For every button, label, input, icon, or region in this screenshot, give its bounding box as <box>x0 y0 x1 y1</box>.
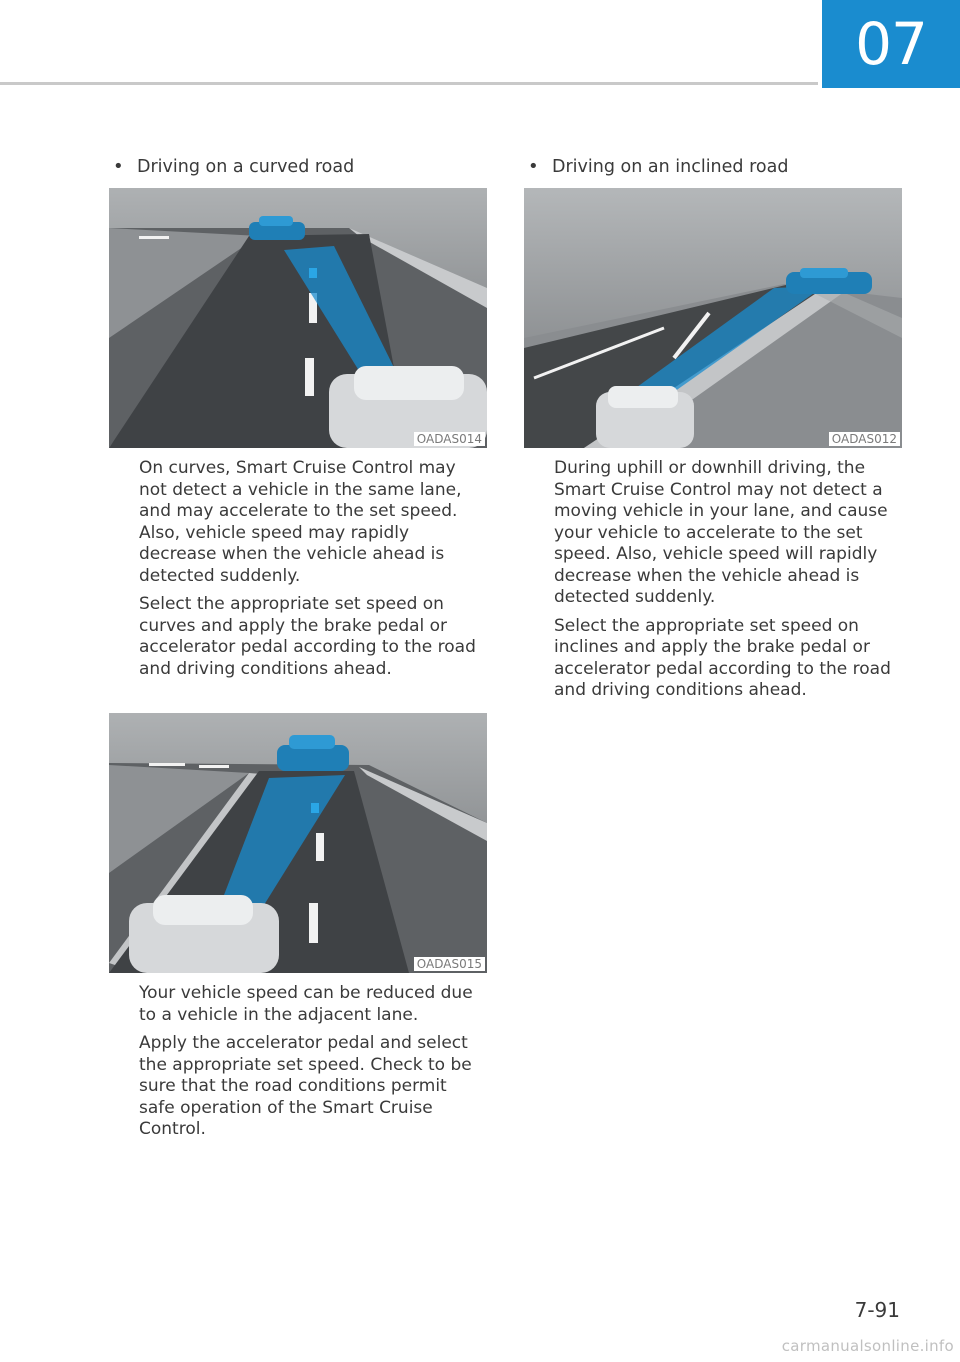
watermark: carmanualsonline.info <box>781 1337 954 1355</box>
bullet-inclined-road <box>524 156 902 188</box>
bullet-dot-icon: • <box>528 156 539 177</box>
adjacent-lane-illustration <box>109 713 487 973</box>
bullet-dot-icon: • <box>113 156 124 177</box>
own-vehicle-icon <box>596 386 694 448</box>
figure-adjacent-lane <box>109 713 487 973</box>
paragraph: On curves, Smart Cruise Control may not detect a vehicle in the same lane, and may accelerate to the set speed. Also, vehicle speed may rapidly decrease when the vehicle ahead is detected suddenly. <box>139 458 462 586</box>
paragraphs-curved-road <box>139 458 487 680</box>
figure-code: OADAS012 <box>829 432 900 446</box>
figure-curved-road <box>109 188 487 448</box>
curved-road-illustration <box>109 188 487 448</box>
page-number: 7-91 <box>854 1298 900 1322</box>
chapter-tab <box>822 0 960 88</box>
header-rule <box>0 82 818 85</box>
bullet-text: Driving on an inclined road <box>552 157 789 177</box>
figure-code: OADAS015 <box>414 957 485 971</box>
figure-code: OADAS014 <box>414 432 485 446</box>
inclined-road-illustration <box>524 188 902 448</box>
paragraphs-adjacent-lane <box>139 983 487 1141</box>
bullet-text: Driving on a curved road <box>137 157 355 177</box>
bullet-curved-road <box>109 156 487 188</box>
left-column <box>109 156 487 1148</box>
chapter-number: 07 <box>855 10 927 78</box>
figure-inclined-road <box>524 188 902 448</box>
paragraphs-inclined-road <box>554 458 902 702</box>
paragraph: Your vehicle speed can be reduced due to a vehicle in the adjacent lane. <box>139 983 473 1025</box>
paragraph: Select the appropriate set speed on curves and apply the brake pedal or accelerator pedal according to the road and driving conditions ahead. <box>139 594 476 679</box>
paragraph: Apply the accelerator pedal and select the appropriate set speed. Check to be sure that the road conditions permit safe operation of the Smart Cruise Control. <box>139 1033 472 1139</box>
right-column <box>524 156 902 709</box>
own-vehicle-icon <box>129 895 279 973</box>
paragraph: Select the appropriate set speed on inclines and apply the brake pedal or accelerator pedal according to the road and driving conditions ahead. <box>554 615 891 700</box>
paragraph: During uphill or downhill driving, the Smart Cruise Control may not detect a moving vehicle in your lane, and cause your vehicle to accelerate to the set speed. Also, vehicle speed will rapidly decrease when the vehicle ahead is detected suddenly. <box>554 458 888 607</box>
